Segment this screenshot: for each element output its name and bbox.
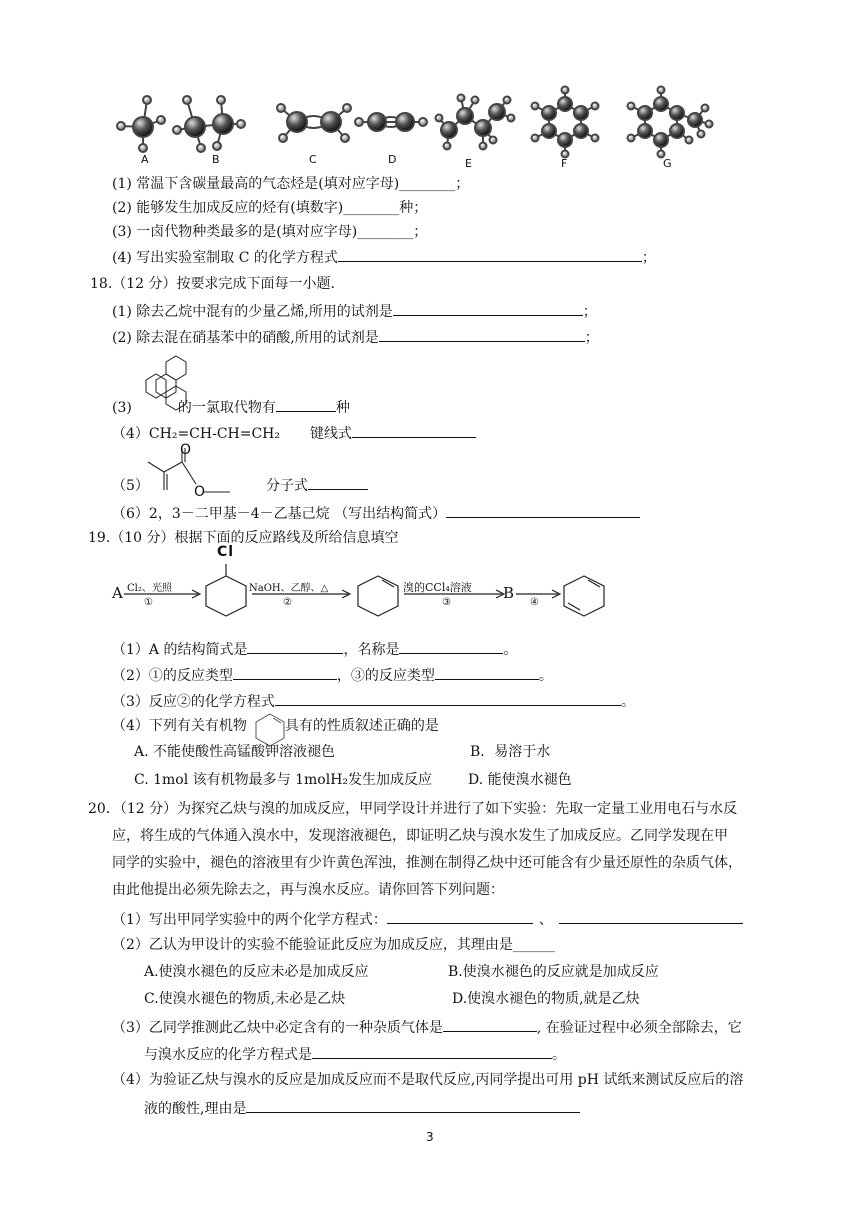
q19-item-1: [112, 638, 517, 660]
q20-option-a: A.使溴水褪色的反应未必是加成反应: [144, 964, 369, 980]
q18-item-3: [112, 396, 350, 418]
oxygen-label: O: [194, 484, 206, 500]
punct: 。: [538, 668, 553, 684]
q20-item-3-text2: , 在验证过程中必须全部除去，它: [536, 1020, 742, 1036]
q17-item-4: [112, 246, 656, 268]
q18-item-6-text: （6）2，3－二甲基－4－乙基己烷 （写出结构简式）: [112, 506, 447, 522]
q18-item-5-text: 分子式: [266, 478, 308, 494]
molecule-models: [105, 82, 725, 172]
reagent-3: 溴的CCl₄溶液: [403, 581, 472, 594]
q20-option-b: B.使溴水褪色的反应就是加成反应: [448, 964, 659, 980]
answer-blank[interactable]: [308, 474, 368, 490]
q18-item-5-num: （5）: [112, 478, 149, 494]
answer-blank[interactable]: [379, 326, 585, 342]
molecule-f-benzene: [532, 87, 599, 158]
q20-para-line-2: 应，将生成的气体通入溴水中，发现溶液褪色，即证明乙炔与溴水发生了加成反应。乙同学发现在甲: [112, 828, 728, 844]
q19-option-b: B．易溶于水: [470, 744, 551, 760]
step-3: ③: [442, 597, 451, 608]
q20-item-3-cont: [144, 1043, 566, 1065]
molecule-label-e: E: [465, 157, 472, 170]
q20-para-line-3: 同学的实验中，褪色的溶液里有少许黄色浑浊，推测在制得乙炔中还可能含有少量还原性的杂质气体，: [112, 855, 742, 871]
q17-item-4-text: (4) 写出实验室制取 C 的化学方程式: [112, 250, 338, 266]
punct: ；: [584, 330, 599, 346]
q20-item-2: （2）乙认为甲设计的实验不能验证此反应为加成反应，其理由是______: [112, 937, 555, 953]
molecule-label-g: G: [663, 157, 672, 170]
reaction-route-diagram: [112, 554, 612, 626]
q20-item-4: （4）为验证乙炔与溴水的反应是加成反应而不是取代反应,丙同学提出可用 pH 试纸来测试反应后的溶: [112, 1072, 744, 1088]
q18-item-3-num: (3): [112, 400, 132, 416]
reagent-2: NaOH、乙醇、△: [249, 583, 329, 594]
answer-blank[interactable]: [275, 690, 621, 706]
step-4: ④: [530, 597, 539, 608]
oxygen-label: O: [180, 442, 192, 458]
answer-blank[interactable]: [446, 502, 640, 518]
q20-item-4-text: 液的酸性,理由是: [144, 1101, 247, 1117]
q20-item-4-cont: [144, 1097, 580, 1119]
punct: 。: [503, 642, 518, 658]
q17-item-3: (3) 一卤代物种类最多的是(填对应字母)________；: [112, 224, 428, 240]
reagent-1: Cl₂、光照: [127, 583, 172, 594]
answer-blank[interactable]: [352, 422, 476, 438]
molecule-a-methane: [117, 96, 165, 152]
q18-item-6: [112, 502, 640, 524]
separator: 、: [538, 912, 553, 928]
answer-blank[interactable]: [393, 300, 583, 316]
q19-item-3-text: （3）反应②的化学方程式: [112, 694, 275, 710]
q20-option-d: D.使溴水褪色的物质,就是乙炔: [452, 991, 640, 1007]
q17-item-2: (2) 能够发生加成反应的烃有(填数字)________种；: [112, 200, 428, 216]
answer-blank[interactable]: [387, 908, 533, 924]
q18-item-4: [112, 422, 476, 444]
molecule-e-butane: [436, 95, 515, 150]
q19-item-3: [112, 690, 635, 712]
punct: ；: [582, 304, 597, 320]
q20-item-1: [112, 908, 743, 930]
q18-heading: 18.（12 分）按要求完成下面每一小题.: [90, 276, 335, 292]
answer-blank[interactable]: [247, 638, 343, 654]
answer-blank[interactable]: [312, 1043, 552, 1059]
q19-item-4: [112, 716, 439, 736]
q20-option-c: C.使溴水褪色的物质,未必是乙炔: [144, 991, 346, 1007]
molecule-label-c: C: [309, 153, 317, 166]
compound-b-label: B: [503, 584, 515, 602]
molecule-b-ethane: [173, 96, 245, 152]
answer-blank[interactable]: [338, 246, 642, 262]
q19-item-1-text: （1）A 的结构简式是: [112, 642, 248, 658]
answer-blank[interactable]: [559, 908, 743, 924]
q19-item-2-text2: ，③的反应类型: [336, 668, 435, 684]
q19-option-c: C. 1mol 该有机物最多与 1molH₂发生加成反应: [134, 772, 433, 788]
q18-item-2: [112, 326, 599, 348]
page-number: 3: [426, 1130, 434, 1144]
molecule-c-ethylene: [277, 104, 351, 142]
molecule-label-b: B: [212, 153, 220, 166]
answer-blank[interactable]: [435, 664, 539, 680]
q19-item-4-text2: 具有的性质叙述正确的是: [284, 718, 439, 734]
punct: 。: [620, 694, 635, 710]
molecule-label-a: A: [141, 153, 149, 166]
q17-item-1: (1) 常温下含碳量最高的气态烃是(填对应字母)________；: [112, 176, 470, 192]
q19-option-a: A. 不能使酸性高锰酸钾溶液褪色: [134, 744, 336, 760]
q19-item-2-text: （2）①的反应类型: [112, 668, 233, 684]
answer-blank[interactable]: [443, 1016, 537, 1032]
q20-para-line-1: 20．（12 分）为探究乙炔与溴的加成反应，甲同学设计并进行了如下实验：先取一定量工业用电石与水反: [88, 801, 738, 817]
cl-label: Cl: [217, 544, 235, 560]
molecule-g-toluene: [628, 87, 713, 158]
q18-item-5: [266, 474, 368, 496]
q18-item-3-text: 的一氯取代物有: [177, 400, 276, 416]
molecule-label-d: D: [388, 153, 397, 166]
step-2: ②: [283, 597, 292, 608]
q20-item-1-text: （1）写出甲同学实验中的两个化学方程式：: [112, 912, 387, 928]
compound-a-label: A: [112, 584, 123, 602]
q18-item-3-unit: 种: [335, 400, 350, 416]
q18-item-2-text: (2) 除去混在硝基苯中的硝酸,所用的试剂是: [112, 330, 379, 346]
q20-item-3-text3: 与溴水反应的化学方程式是: [144, 1047, 312, 1063]
q20-para-line-4: 由此他提出必须先除去之，再与溴水反应。请你回答下列问题：: [112, 882, 504, 898]
molecule-label-f: F: [561, 157, 568, 170]
answer-blank[interactable]: [233, 664, 337, 680]
q19-item-1-text2: ，名称是: [343, 642, 400, 658]
q20-item-3: [112, 1016, 742, 1038]
q19-item-4-text: （4）下列有关有机物: [112, 718, 247, 734]
q18-item-4-formula: （4）CH₂=CH-CH=CH₂: [112, 426, 281, 442]
q19-option-d: D. 能使溴水褪色: [468, 772, 572, 788]
answer-blank[interactable]: [399, 638, 503, 654]
q18-item-1-text: (1) 除去乙烷中混有的少量乙烯,所用的试剂是: [112, 304, 393, 320]
q19-heading: 19.（10 分）根据下面的反应路线及所给信息填空: [88, 530, 399, 546]
answer-blank[interactable]: [246, 1097, 580, 1113]
molecule-d-acetylene: [355, 113, 427, 131]
q19-item-2: [112, 664, 553, 686]
q18-item-1: [112, 300, 597, 322]
punct: ；: [641, 250, 656, 266]
punct: 。: [552, 1047, 566, 1063]
step-1: ①: [144, 597, 153, 608]
q18-item-4-text: 键线式: [310, 426, 353, 442]
answer-blank[interactable]: [276, 396, 336, 412]
q20-item-3-text: （3）乙同学推测此乙炔中必定含有的一种杂质气体是: [112, 1020, 443, 1036]
